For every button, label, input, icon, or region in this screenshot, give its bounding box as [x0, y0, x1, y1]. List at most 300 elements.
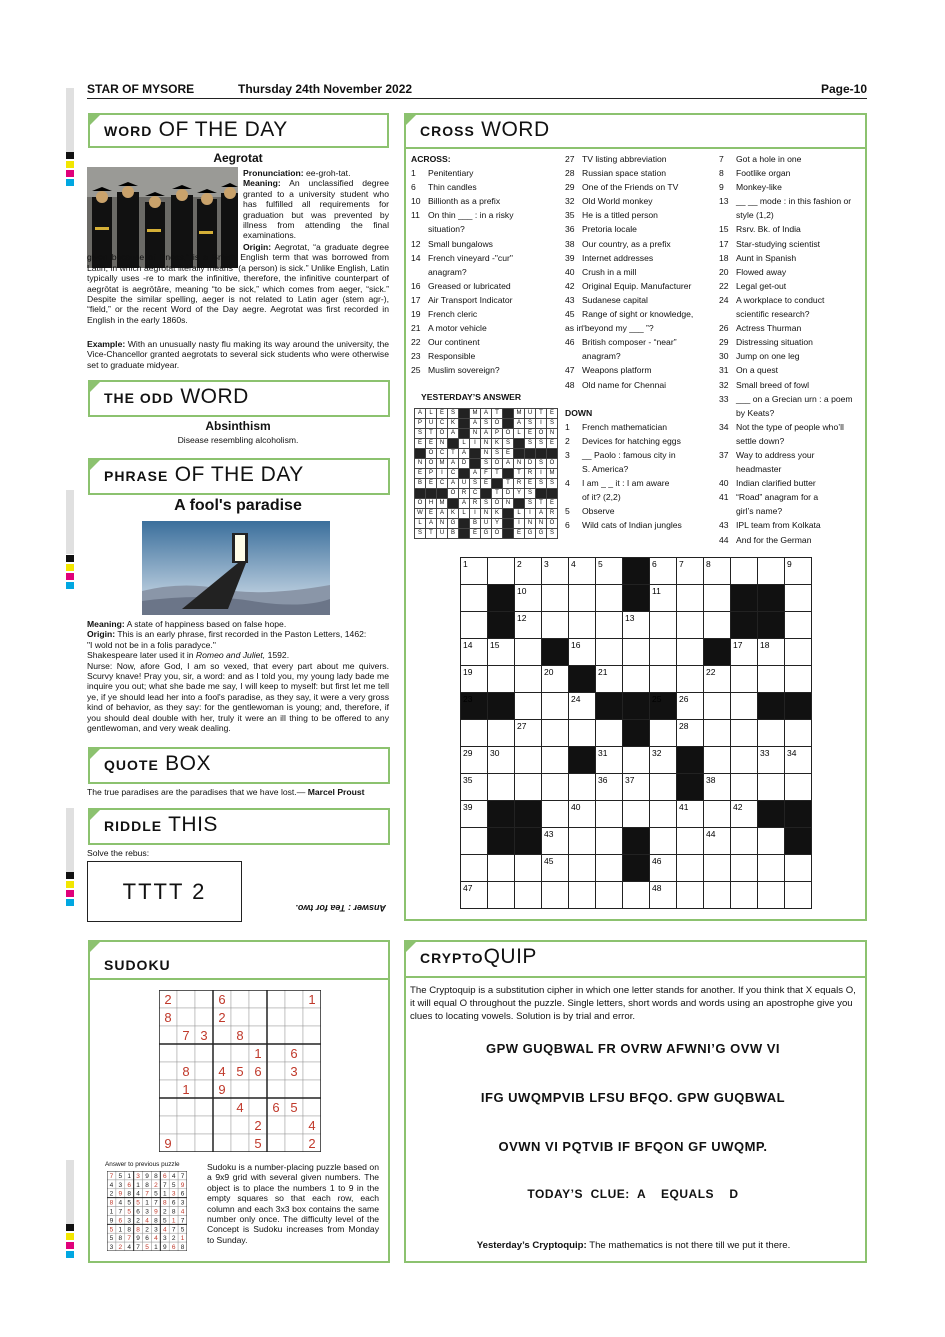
crossword-cell[interactable]	[677, 639, 704, 666]
clue-item: 27 TV listing abbreviation	[565, 154, 667, 164]
sudoku-digit: 4	[180, 1208, 185, 1216]
sudoku-cell[interactable]	[195, 1080, 213, 1098]
crossword-number: 27	[517, 721, 527, 731]
answer-cell: P	[492, 429, 503, 439]
sudoku-cell[interactable]	[249, 990, 267, 1008]
crossword-cell[interactable]	[650, 828, 677, 855]
crossword-cell[interactable]	[677, 828, 704, 855]
sudoku-digit: 6	[254, 1064, 262, 1080]
crossword-cell[interactable]	[704, 585, 731, 612]
crossword-cell[interactable]	[596, 720, 623, 747]
crossword-cell[interactable]	[569, 828, 596, 855]
color-swatch	[66, 170, 74, 177]
sudoku-digit: 8	[145, 1181, 149, 1189]
crossword-cell[interactable]	[785, 639, 812, 666]
crossword-cell[interactable]	[677, 585, 704, 612]
answer-cell: E	[547, 409, 558, 419]
answer-cell	[503, 529, 514, 539]
crossword-cell[interactable]	[650, 639, 677, 666]
clue-item: girl’s name?	[736, 506, 783, 517]
answer-cell: S	[547, 419, 558, 429]
crossword-cell[interactable]	[623, 747, 650, 774]
answer-cell: N	[437, 519, 448, 529]
answer-cell: E	[426, 509, 437, 519]
sudoku-digit: 7	[162, 1181, 167, 1189]
crossword-cell[interactable]	[488, 666, 515, 693]
clue-item: 43 IPL team from Kolkata	[719, 520, 821, 531]
answer-cell: O	[536, 429, 547, 439]
crossword-cell[interactable]	[704, 612, 731, 639]
crossword-number: 17	[733, 640, 743, 650]
answer-cell: E	[470, 529, 481, 539]
answer-cell: F	[481, 469, 492, 479]
answer-cell: K	[492, 439, 503, 449]
answer-cell: N	[547, 429, 558, 439]
answer-cell: T	[536, 499, 547, 509]
crossword-cell[interactable]	[596, 855, 623, 882]
answer-cell: L	[415, 519, 426, 529]
crossword-cell[interactable]	[515, 855, 542, 882]
sudoku-digit: 5	[127, 1199, 132, 1207]
sudoku-cell[interactable]	[213, 1098, 231, 1116]
crossword-block	[569, 666, 596, 693]
sudoku-cell[interactable]	[249, 1008, 267, 1026]
answer-cell	[415, 489, 426, 499]
crossword-number: 21	[598, 667, 608, 677]
crossword-cell[interactable]	[488, 558, 515, 585]
crossword-cell[interactable]	[650, 612, 677, 639]
crossword-cell[interactable]	[677, 882, 704, 909]
crossword-cell[interactable]	[488, 774, 515, 801]
clue-item: 13 __ __ mode : in this fashion or	[719, 196, 852, 207]
answer-cell	[470, 459, 481, 469]
clue-item: 2 Devices for hatching eggs	[565, 435, 681, 446]
color-swatch	[66, 1233, 74, 1240]
sudoku-digit: 8	[180, 1244, 185, 1251]
sudoku-cell[interactable]	[213, 1116, 231, 1134]
crossword-cell[interactable]	[461, 828, 488, 855]
crossword-grid[interactable]	[460, 557, 812, 914]
sudoku-cell[interactable]	[177, 990, 195, 1008]
clue-item: 6 Thin candles	[411, 182, 477, 193]
answer-cell: L	[514, 429, 525, 439]
answer-cell: A	[415, 409, 426, 419]
answer-cell: U	[525, 409, 536, 419]
crossword-cell[interactable]	[596, 828, 623, 855]
across-clues-col2: 27 TV listing abbreviation 28 Russian space station 29 One of the Friends on TV 32 Old World monkey 35 He is a titled person 36 Pretoria locale 38 Our country, as a prefix 39 Internet addresses 40 Crush in a mill 42 Original Equip. Manufacturer 43 Sudanese capital 45 Range of sight or knowledge, as in“beyond my ___ ”? 46 British composer - “near” anagram? 47 Weapons platform 48 Old name for Chennai DOWN 1 French mathematician 2 Devices for hatching eggs 3 __ Paolo : famous city in S. America? 4 I am _ _ it : I am aware of it? (2,2) 5 Observe 6 Wild cats of Indian jungles	[565, 152, 693, 532]
sudoku-digit: 5	[236, 1064, 244, 1080]
sudoku-digit: 7	[145, 1190, 149, 1198]
crossword-cell[interactable]	[731, 666, 758, 693]
answer-cell: K	[448, 419, 459, 429]
crossword-cell[interactable]	[596, 639, 623, 666]
crossword-cell[interactable]	[731, 747, 758, 774]
color-swatch	[66, 555, 74, 562]
crossword-cell[interactable]	[704, 882, 731, 909]
sudoku-digit: 5	[254, 1136, 262, 1152]
crossword-cell[interactable]	[677, 612, 704, 639]
crossword-cell[interactable]	[704, 693, 731, 720]
crossword-cell[interactable]	[731, 693, 758, 720]
crossword-cell[interactable]	[785, 855, 812, 882]
crossword-cell[interactable]	[704, 801, 731, 828]
crossword-cell[interactable]	[515, 747, 542, 774]
sudoku-cell[interactable]	[195, 1098, 213, 1116]
sudoku-description: Sudoku is a number-placing puzzle based on a 9x9 grid with several given numbers. The object is to place the numbers 1 to 9 in the empty squares so that each row, each column and each 3x3 box contains the same number only once. The difficulty level of the Concept is Sudoku increases from Monday to Sunday.	[207, 1162, 379, 1245]
answer-cell	[536, 449, 547, 459]
sudoku-digit: 3	[127, 1217, 132, 1225]
crossword-number: 12	[517, 613, 527, 623]
clue-item: 29 One of the Friends on TV	[565, 182, 679, 193]
clue-item: 35 He is a titled person	[565, 210, 658, 221]
answer-cell: O	[492, 529, 503, 539]
answer-cell: M	[470, 409, 481, 419]
crossword-number: 3	[544, 559, 549, 569]
answer-cell	[503, 409, 514, 419]
sudoku-cell[interactable]	[231, 990, 249, 1008]
answer-cell: U	[459, 479, 470, 489]
word-of-day-title: WORD OF THE DAY	[88, 113, 389, 148]
crossword-cell[interactable]	[785, 882, 812, 909]
crossword-number: 44	[706, 829, 716, 839]
answer-cell	[503, 519, 514, 529]
crossword-cell[interactable]	[488, 882, 515, 909]
sudoku-cell[interactable]	[267, 1044, 285, 1062]
crossword-cell[interactable]	[569, 774, 596, 801]
crossword-cell[interactable]	[623, 882, 650, 909]
sudoku-digit: 3	[162, 1235, 167, 1243]
crossword-cell[interactable]	[542, 693, 569, 720]
answer-cell: C	[448, 469, 459, 479]
crossword-cell[interactable]	[650, 801, 677, 828]
answer-cell: B	[415, 479, 426, 489]
crossword-cell[interactable]	[515, 882, 542, 909]
word-of-day-word: Aegrotat	[213, 151, 263, 165]
sudoku-digit: 4	[171, 1172, 176, 1180]
answer-cell: P	[415, 419, 426, 429]
sudoku-cell[interactable]	[285, 990, 303, 1008]
crossword-number: 42	[733, 802, 743, 812]
crossword-cell[interactable]	[785, 720, 812, 747]
sudoku-digit: 8	[127, 1226, 132, 1234]
sudoku-cell[interactable]	[303, 1098, 321, 1116]
crossword-cell[interactable]	[461, 720, 488, 747]
sudoku-cell[interactable]	[231, 1080, 249, 1098]
sudoku-cell[interactable]	[285, 1134, 303, 1152]
sudoku-cell[interactable]	[195, 1062, 213, 1080]
paper-name: STAR OF MYSORE	[87, 82, 195, 96]
answer-cell: M	[437, 459, 448, 469]
sudoku-cell[interactable]	[231, 1134, 249, 1152]
crossword-cell[interactable]	[569, 612, 596, 639]
crossword-cell[interactable]	[542, 747, 569, 774]
answer-cell: I	[536, 419, 547, 429]
crossword-block	[515, 828, 542, 855]
clue-item: 10 Billionth as a prefix	[411, 196, 501, 207]
sudoku-digit: 5	[171, 1181, 176, 1189]
answer-cell: T	[448, 449, 459, 459]
sudoku-digit: 5	[154, 1190, 158, 1198]
answer-cell: N	[514, 459, 525, 469]
answer-cell: I	[470, 509, 481, 519]
sudoku-cell[interactable]	[177, 1044, 195, 1062]
crossword-number: 13	[625, 613, 635, 623]
sudoku-digit: 3	[145, 1208, 149, 1216]
answer-cell: A	[459, 499, 470, 509]
answer-cell: Y	[514, 489, 525, 499]
cryptoquip-intro: The Cryptoquip is a substitution cipher in which one letter stands for another. If you think that X equals O, it will equal O throughout the puzzle. Single letters, short words and words using an apostrophe give you clues to locating vowels. Solution is by trial and error.	[410, 985, 856, 1022]
sudoku-digit: 9	[154, 1208, 158, 1216]
sudoku-cell[interactable]	[285, 1080, 303, 1098]
sudoku-cell[interactable]	[249, 1080, 267, 1098]
sudoku-cell[interactable]	[303, 1080, 321, 1098]
crossword-cell[interactable]	[569, 720, 596, 747]
crossword-number: 25	[652, 694, 662, 704]
crossword-number: 2	[517, 559, 522, 569]
crossword-cell[interactable]	[515, 693, 542, 720]
crossword-cell[interactable]	[731, 828, 758, 855]
clue-item: 37 Way to address your	[719, 449, 815, 460]
answer-cell	[448, 499, 459, 509]
sudoku-cell[interactable]	[213, 1134, 231, 1152]
crossword-cell[interactable]	[623, 801, 650, 828]
crossword-cell[interactable]	[569, 855, 596, 882]
sudoku-digit: 1	[136, 1181, 140, 1189]
crossword-cell[interactable]	[623, 666, 650, 693]
word-of-day-example: Example: With an unusually nasty flu making its way around the university, the Vice-Chancellor granted aegrotats to several sick students who were otherwise set to graduate midyear.	[87, 339, 390, 370]
sudoku-cell[interactable]	[177, 1008, 195, 1026]
crossword-cell[interactable]	[596, 801, 623, 828]
sudoku-cell[interactable]	[213, 1026, 231, 1044]
answer-cell: S	[470, 479, 481, 489]
sudoku-cell[interactable]	[177, 1134, 195, 1152]
sudoku-digit: 6	[171, 1199, 176, 1207]
sudoku-cell[interactable]	[159, 1098, 177, 1116]
clue-item: 32 Small breed of fowl	[719, 379, 810, 390]
sudoku-digit: 2	[162, 1208, 167, 1216]
sudoku-digit: 1	[154, 1244, 158, 1251]
sudoku-cell[interactable]	[159, 1044, 177, 1062]
sudoku-cell[interactable]	[303, 1008, 321, 1026]
sudoku-cell[interactable]	[195, 1008, 213, 1026]
sudoku-cell[interactable]	[285, 1026, 303, 1044]
sudoku-cell[interactable]	[195, 1044, 213, 1062]
answer-cell	[481, 489, 492, 499]
crossword-cell[interactable]	[785, 585, 812, 612]
sudoku-cell[interactable]	[249, 1026, 267, 1044]
crossword-number: 29	[463, 748, 473, 758]
answer-cell: S	[481, 459, 492, 469]
answer-cell: A	[448, 429, 459, 439]
crossword-cell[interactable]	[731, 558, 758, 585]
answer-cell: G	[525, 529, 536, 539]
sudoku-cell[interactable]	[303, 1026, 321, 1044]
sudoku-cell[interactable]	[267, 1026, 285, 1044]
sudoku-cell[interactable]	[195, 1134, 213, 1152]
crossword-cell[interactable]	[758, 774, 785, 801]
crossword-cell[interactable]	[596, 585, 623, 612]
odd-word-title: THE ODD WORD	[88, 380, 390, 417]
crossword-number: 18	[760, 640, 770, 650]
sudoku-cell[interactable]	[267, 1008, 285, 1026]
rebus-box: TTTT 2	[87, 861, 242, 922]
sudoku-cell[interactable]	[213, 1044, 231, 1062]
crossword-cell[interactable]	[461, 585, 488, 612]
sudoku-digit: 8	[162, 1199, 167, 1207]
sudoku-digit: 3	[180, 1199, 185, 1207]
crossword-cell[interactable]	[650, 774, 677, 801]
sudoku-cell[interactable]	[303, 1044, 321, 1062]
crossword-cell[interactable]	[542, 801, 569, 828]
crossword-number: 9	[787, 559, 792, 569]
clue-item: 31 On a quest	[719, 365, 779, 376]
crossword-cell[interactable]	[731, 855, 758, 882]
answer-cell: A	[459, 449, 470, 459]
crossword-cell[interactable]	[515, 774, 542, 801]
crossword-block	[704, 639, 731, 666]
sudoku-cell[interactable]	[159, 1080, 177, 1098]
answer-cell: L	[514, 509, 525, 519]
crossword-cell[interactable]	[704, 720, 731, 747]
sudoku-digit: 3	[154, 1226, 158, 1234]
crossword-cell[interactable]	[731, 882, 758, 909]
answer-cell	[415, 449, 426, 459]
sudoku-digit: 5	[118, 1172, 123, 1180]
sudoku-digit: 9	[145, 1172, 149, 1180]
answer-cell	[547, 489, 558, 499]
answer-cell: C	[470, 489, 481, 499]
crossword-cell[interactable]	[758, 855, 785, 882]
crossword-cell[interactable]	[542, 882, 569, 909]
answer-cell: R	[470, 499, 481, 509]
sudoku-cell[interactable]	[231, 1116, 249, 1134]
crossword-cell[interactable]	[758, 720, 785, 747]
crossword-cell[interactable]	[488, 855, 515, 882]
sudoku-digit: 7	[182, 1028, 190, 1044]
clue-item: as in“beyond my ___ ”?	[565, 323, 654, 334]
sudoku-cell[interactable]	[267, 990, 285, 1008]
sudoku-cell[interactable]	[177, 1116, 195, 1134]
phrase-body: Meaning: A state of happiness based on false hope. Origin: This is an early phrase, first recorded in the Paston Letters, 1462: "I wold not be in a folis paradyce." Shakespeare later used it in Romeo and Juliet, 1592. Nurse: Now, afore God, I am so vexed, that every part about me quivers. Scurvy knave! Pray you, sir, a word: and as I told you, my young lady bade me inquire you out; what she bade me say, I will keep to myself: but first let me tell ye, if ye should lead her into a fool's paradise, as they say, it were a very gross kind of behavior, as they say: for the gentlewoman is young; and, therefore, if you should deal double with her, truly it were an ill thing to be offered to any gentlewoman, and very weak dealing.	[87, 619, 389, 734]
answer-cell: E	[525, 429, 536, 439]
sudoku-cell[interactable]	[303, 1062, 321, 1080]
crossword-cell[interactable]	[758, 882, 785, 909]
crossword-cell[interactable]	[785, 774, 812, 801]
crossword-number: 47	[463, 883, 473, 893]
crossword-cell[interactable]	[596, 612, 623, 639]
crossword-cell[interactable]	[704, 747, 731, 774]
answer-cell: O	[448, 489, 459, 499]
crossword-cell[interactable]	[785, 612, 812, 639]
answer-cell	[492, 479, 503, 489]
crossword-cell[interactable]	[488, 720, 515, 747]
answer-cell: S	[503, 439, 514, 449]
crossword-cell[interactable]	[515, 666, 542, 693]
sudoku-cell[interactable]	[159, 1026, 177, 1044]
sudoku-cell[interactable]	[285, 1008, 303, 1026]
sudoku-cell[interactable]	[267, 1134, 285, 1152]
crossword-cell[interactable]	[542, 585, 569, 612]
crossword-cell[interactable]	[461, 612, 488, 639]
sudoku-digit: 2	[118, 1244, 123, 1251]
quote-box-title: QUOTE BOX	[88, 747, 390, 784]
answer-cell: T	[503, 479, 514, 489]
crossword-number: 41	[679, 802, 689, 812]
crossword-cell[interactable]	[731, 720, 758, 747]
sudoku-digit: 8	[154, 1217, 158, 1225]
sudoku-cell[interactable]	[249, 1098, 267, 1116]
crossword-cell[interactable]	[542, 774, 569, 801]
sudoku-digit: 4	[218, 1064, 226, 1080]
sudoku-digit: 4	[145, 1217, 149, 1225]
clue-item: 3 __ Paolo : famous city in	[565, 449, 676, 460]
answer-cell: E	[514, 529, 525, 539]
cryptoquip-line1: GPW GUQBWAL FR OVRW AFWNI’G OVW VI	[485, 1041, 781, 1056]
sudoku-cell[interactable]	[267, 1116, 285, 1134]
crossword-cell[interactable]	[758, 666, 785, 693]
sudoku-digit: 8	[127, 1190, 132, 1198]
crossword-cell[interactable]	[542, 720, 569, 747]
crossword-cell[interactable]	[650, 720, 677, 747]
sudoku-cell[interactable]	[267, 1080, 285, 1098]
clue-item: 34 Not the type of people who’ll	[719, 421, 844, 432]
sudoku-grid[interactable]	[159, 990, 321, 1157]
sudoku-cell[interactable]	[195, 1116, 213, 1134]
sudoku-cell[interactable]	[231, 1044, 249, 1062]
sudoku-cell[interactable]	[231, 1008, 249, 1026]
sudoku-cell[interactable]	[177, 1098, 195, 1116]
answer-cell	[459, 419, 470, 429]
crossword-cell[interactable]	[785, 666, 812, 693]
crossword-cell[interactable]	[758, 558, 785, 585]
crossword-cell[interactable]	[623, 639, 650, 666]
sudoku-cell[interactable]	[267, 1062, 285, 1080]
answer-cell: T	[492, 469, 503, 479]
answer-cell: O	[426, 449, 437, 459]
crossword-cell[interactable]	[569, 585, 596, 612]
crossword-number: 16	[571, 640, 581, 650]
crossword-number: 14	[463, 640, 473, 650]
answer-cell: S	[536, 459, 547, 469]
crossword-cell[interactable]	[704, 855, 731, 882]
crossword-cell[interactable]	[596, 882, 623, 909]
crossword-cell[interactable]	[677, 666, 704, 693]
answer-cell: E	[481, 479, 492, 489]
crossword-cell[interactable]	[542, 612, 569, 639]
answer-cell: D	[525, 459, 536, 469]
crossword-cell[interactable]	[677, 855, 704, 882]
crossword-number: 11	[652, 586, 661, 596]
crossword-cell[interactable]	[731, 774, 758, 801]
sudoku-digit: 3	[118, 1181, 123, 1189]
crossword-cell[interactable]	[758, 828, 785, 855]
clue-item: 20 Flowed away	[719, 266, 787, 277]
clue-item: 22 Our continent	[411, 337, 480, 348]
answer-cell: A	[536, 509, 547, 519]
sudoku-cell[interactable]	[195, 990, 213, 1008]
sudoku-cell[interactable]	[159, 1062, 177, 1080]
answer-cell	[514, 449, 525, 459]
answer-cell: O	[492, 459, 503, 469]
crossword-cell[interactable]	[515, 639, 542, 666]
sudoku-cell[interactable]	[159, 1116, 177, 1134]
sudoku-cell[interactable]	[285, 1116, 303, 1134]
crossword-cell[interactable]	[650, 666, 677, 693]
crossword-cell[interactable]	[569, 882, 596, 909]
crossword-cell[interactable]	[461, 855, 488, 882]
sudoku-digit: 1	[171, 1217, 176, 1225]
answer-cell: S	[492, 449, 503, 459]
